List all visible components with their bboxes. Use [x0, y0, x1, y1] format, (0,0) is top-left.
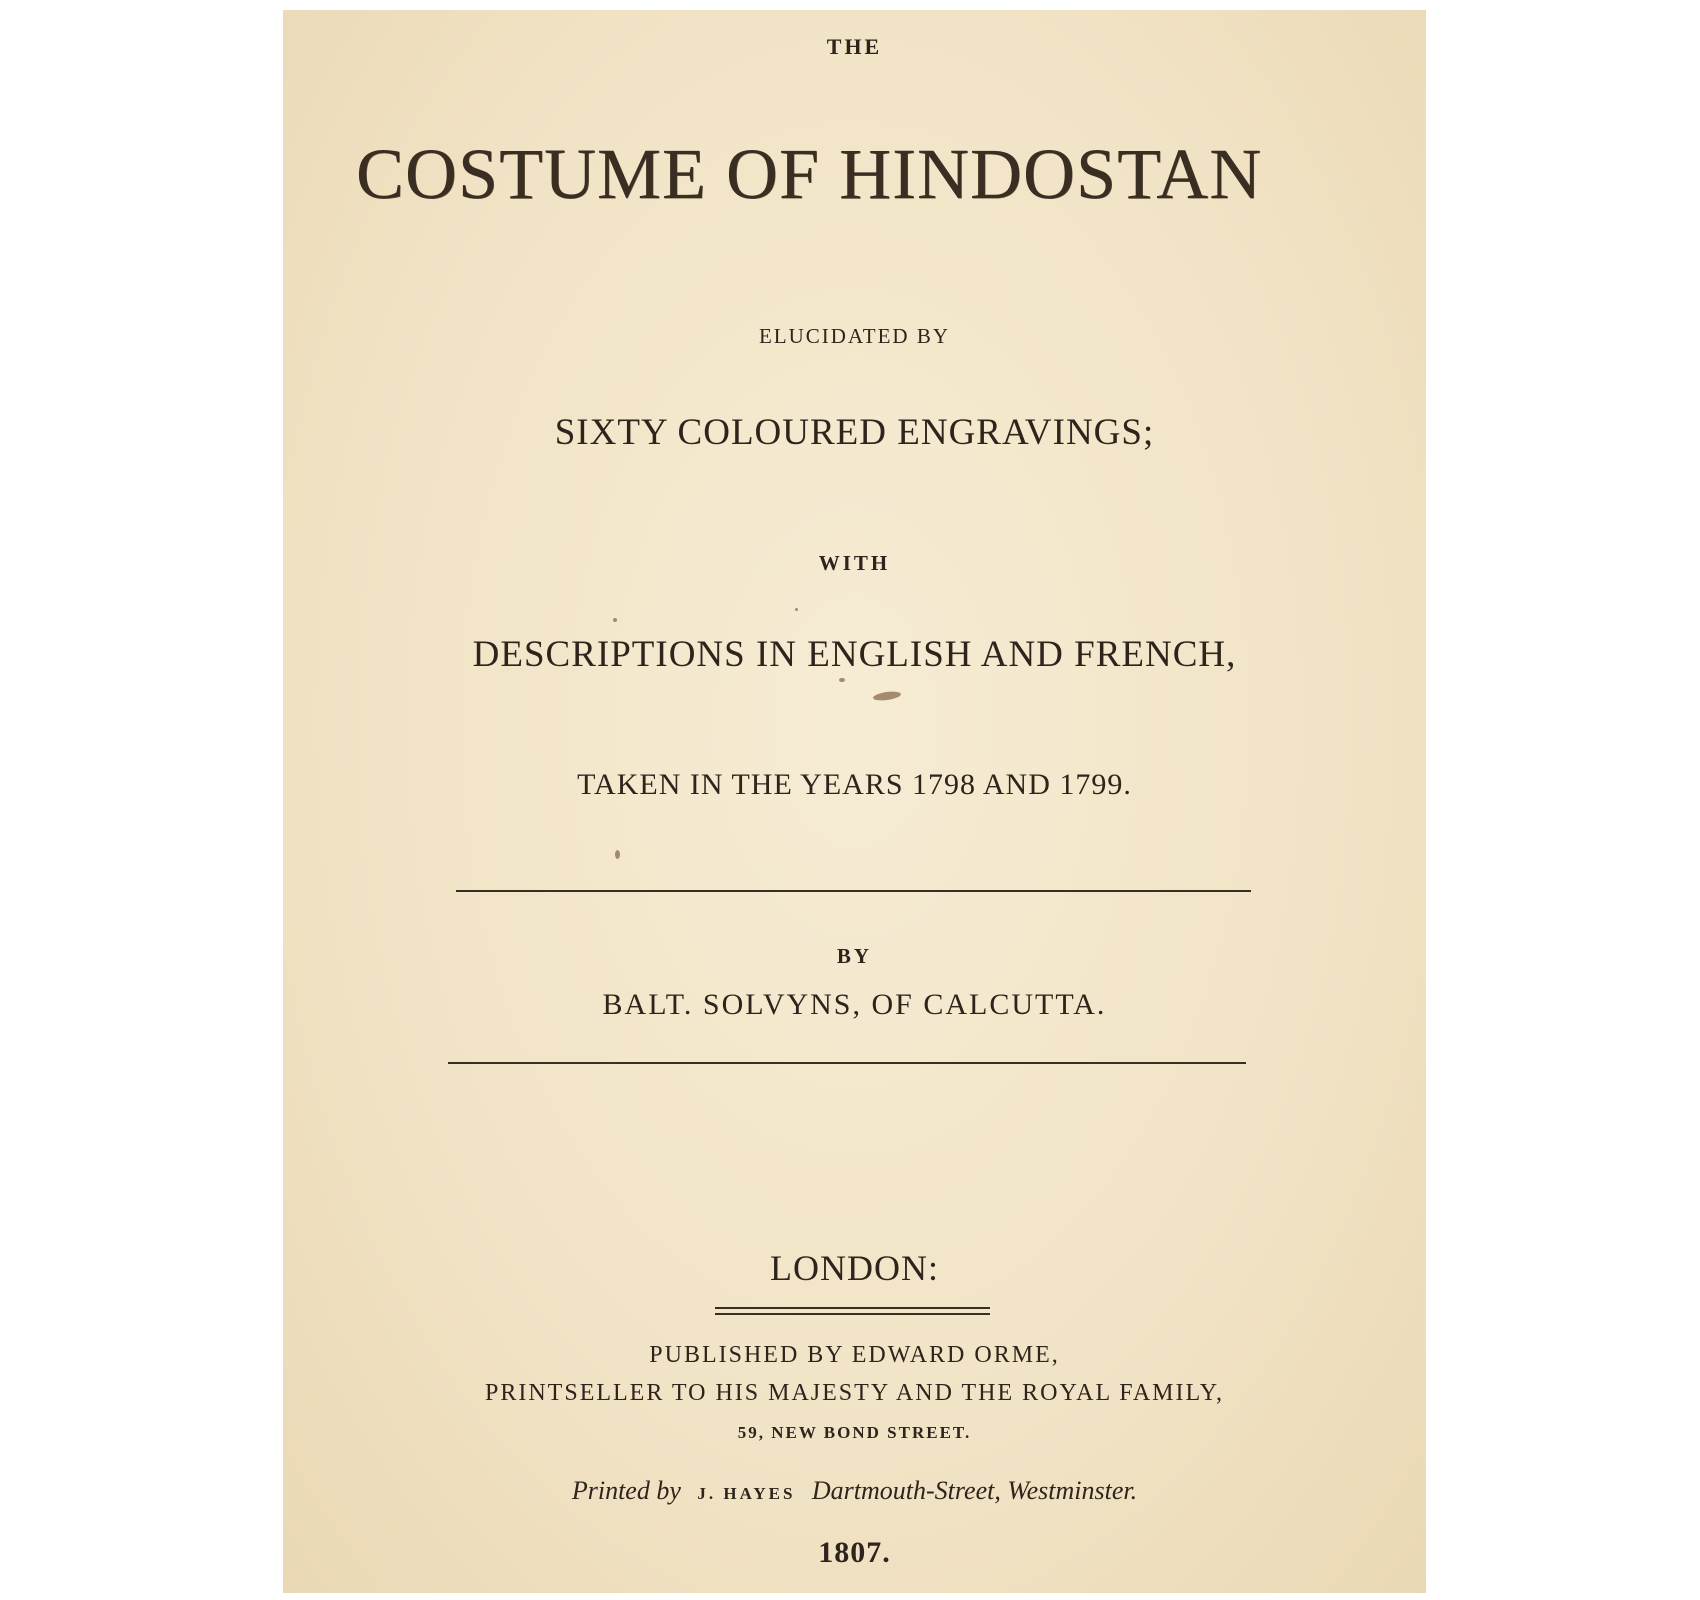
title-page	[283, 10, 1426, 1593]
title-prefix: THE	[826, 34, 883, 59]
with-text: WITH	[818, 551, 891, 575]
by-text: BY	[836, 944, 873, 968]
paper-stain	[839, 678, 845, 682]
publisher-text: PUBLISHED BY EDWARD ORME,	[649, 1342, 1060, 1368]
paper-stain	[795, 608, 798, 611]
printed-by-label: Printed by	[571, 1476, 681, 1505]
paper-stain	[613, 618, 617, 622]
publication-year: 1807.	[818, 1536, 891, 1569]
double-rule	[715, 1307, 990, 1315]
book-title: COSTUME OF HINDOSTAN	[356, 134, 1263, 214]
printer-address: Dartmouth-Street, Westminster.	[811, 1476, 1138, 1505]
paper-stain	[873, 690, 902, 702]
city-text: LONDON:	[770, 1248, 939, 1288]
engravings-text: SIXTY COLOURED ENGRAVINGS;	[554, 412, 1155, 453]
years-text: TAKEN IN THE YEARS 1798 AND 1799.	[577, 768, 1132, 801]
elucidated-by-text: ELUCIDATED BY	[758, 324, 951, 348]
printer-line	[283, 1478, 1426, 1504]
divider-rule-top	[456, 890, 1251, 892]
paper-stain	[615, 850, 620, 859]
divider-rule-bottom	[448, 1062, 1246, 1064]
author-text: BALT. SOLVYNS, OF CALCUTTA.	[602, 988, 1107, 1021]
publisher-role-text: PRINTSELLER TO HIS MAJESTY AND THE ROYAL FAMILY,	[485, 1380, 1224, 1406]
printer-name: J. HAYES	[697, 1484, 796, 1503]
descriptions-text: DESCRIPTIONS IN ENGLISH AND FRENCH,	[472, 634, 1237, 675]
address-text: 59, NEW BOND STREET.	[737, 1423, 972, 1442]
